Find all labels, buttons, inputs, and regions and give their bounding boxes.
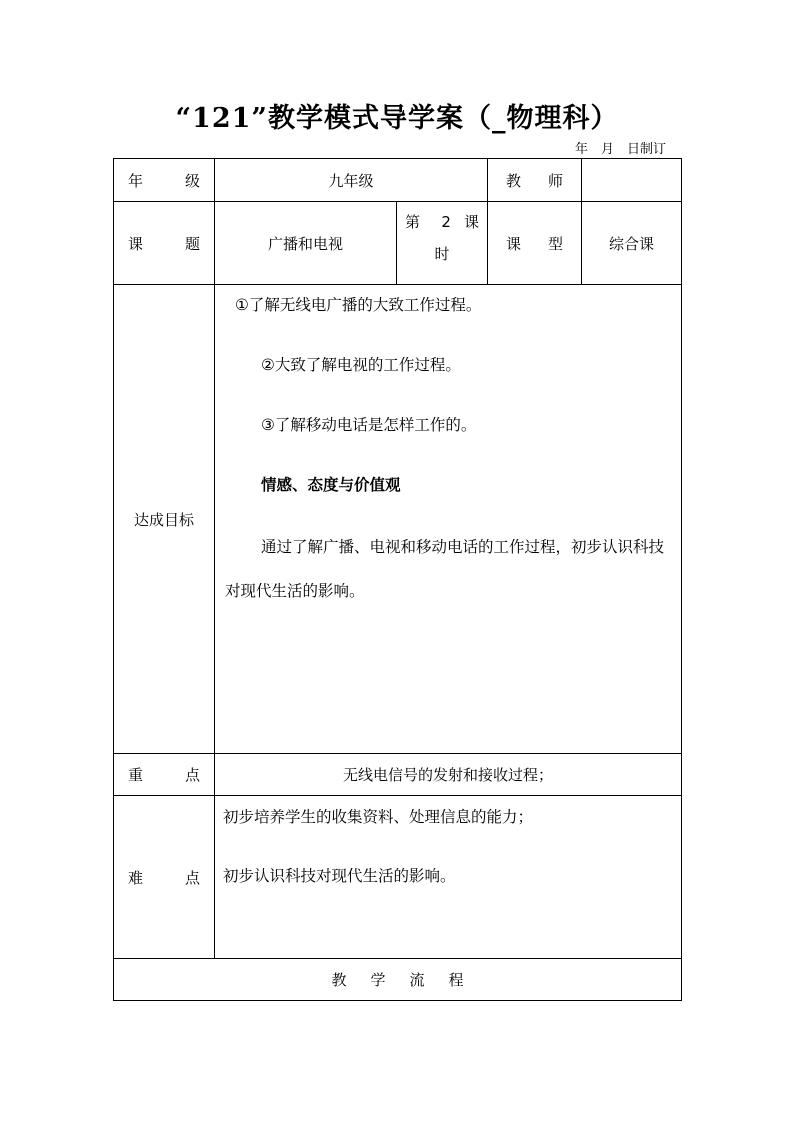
grade-value: 九年级 [215,159,488,202]
period-line2: 时 [434,245,450,263]
period-line1: 第 2 课 [405,213,480,231]
period-cell [397,202,488,285]
document-title: “121”教学模式导学案（_物理科） [175,103,619,134]
goal-item-2: ②大致了解电视的工作过程。 [261,356,461,374]
key-point-label: 重点 [128,766,200,784]
difficulty-label-cell [114,796,215,959]
flow-row [114,959,682,1001]
date-line: 年 月 日制订 [574,142,666,157]
flow-cell [114,959,682,1001]
difficulty-content [215,796,682,959]
lesson-plan-table [113,158,682,1001]
teacher-value [582,159,682,202]
goal-item-1: ①了解无线电广播的大致工作过程。 [235,296,482,314]
lesson-type-value: 综合课 [582,202,682,285]
grade-row [114,159,682,202]
goals-paragraph: 通过了解广播、电视和移动电话的工作过程，初步认识科技对现代生活的影响。 [225,538,665,600]
goals-subheading: 情感、态度与价值观 [261,476,401,494]
teacher-label-cell [488,159,582,202]
goals-label: 达成目标 [133,510,194,529]
goals-content [215,285,682,754]
grade-label-cell [114,159,215,202]
key-point-row [114,754,682,796]
key-point-value: 无线电信号的发射和接收过程； [215,754,682,796]
goals-label-cell [114,285,215,754]
grade-label: 年级 [128,171,200,190]
teacher-label: 教师 [506,171,564,190]
difficulty-row [114,796,682,959]
lesson-type-label-cell [488,202,582,285]
topic-label: 课题 [128,234,200,253]
lesson-type-label: 课型 [506,234,564,253]
goals-row [114,285,682,754]
difficulty-label: 难点 [128,868,200,887]
key-point-label-cell [114,754,215,796]
difficulty-item-2: 初步认识科技对现代生活的影响。 [223,867,456,885]
goal-item-3: ③了解移动电话是怎样工作的。 [261,416,477,434]
topic-row [114,202,682,285]
difficulty-item-1: 初步培养学生的收集资料、处理信息的能力； [223,808,534,826]
flow-label: 教学流程 [331,971,488,989]
topic-value: 广播和电视 [215,202,397,285]
topic-label-cell [114,202,215,285]
